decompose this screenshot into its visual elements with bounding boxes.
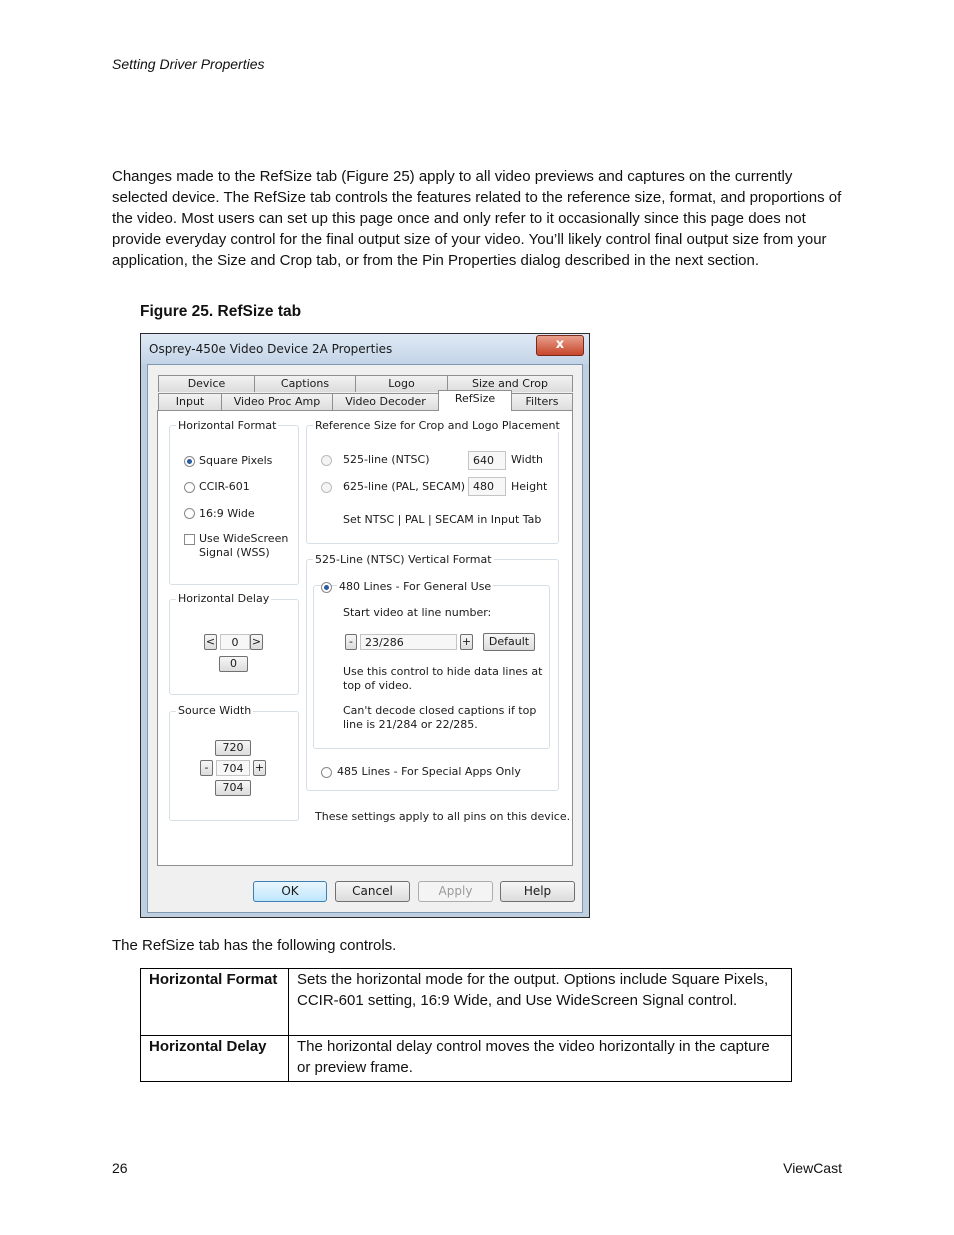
source-width-increment-button[interactable]: + [254,761,265,774]
lines-485-label: 485 Lines - For Special Apps Only [337,765,521,778]
tab-video-proc-amp[interactable]: Video Proc Amp [221,393,333,411]
table-row [141,1036,792,1082]
apply-button[interactable]: Apply [418,881,493,902]
tab-video-decoder[interactable]: Video Decoder [332,393,439,411]
reference-height-label: Height [511,480,548,493]
controls-intro: The RefSize tab has the following controls. [112,937,397,954]
control-description: The horizontal delay control moves the video horizontally in the capture or preview frame. [289,1036,792,1082]
footer-brand: ViewCast [783,1160,842,1176]
ntsc-525-label: 525-line (NTSC) [343,453,430,466]
tab-logo[interactable]: Logo [355,375,448,392]
hint-hide-lines-line1: Use this control to hide data lines at [343,665,543,678]
wide-16-9-radio[interactable] [184,508,195,519]
properties-dialog-screenshot [140,333,590,918]
use-widescreen-label: Use WideScreen [199,532,289,545]
lines-480-radio[interactable] [321,582,332,593]
horizontal-delay-reset-button[interactable]: 0 [219,656,248,672]
figure-caption: Figure 25. RefSize tab [140,303,302,320]
horizontal-format-label: Horizontal Format [178,419,277,432]
running-header: Setting Driver Properties [112,56,265,72]
source-width-label: Source Width [178,704,252,717]
ntsc-525-radio[interactable] [321,455,332,466]
pal-625-label: 625-line (PAL, SECAM) [343,480,466,493]
start-line-label: Start video at line number: [343,606,492,619]
square-pixels-label: Square Pixels [199,454,273,467]
refsize-page [157,410,573,866]
default-button[interactable]: Default [483,633,535,651]
pins-note: These settings apply to all pins on this device. [315,810,571,823]
lines-480-label: 480 Lines - For General Use [339,580,492,593]
close-icon[interactable]: x [536,335,584,356]
control-name: Horizontal Delay [141,1036,289,1082]
tab-input[interactable]: Input [158,393,222,411]
source-width-decrement-button[interactable]: - [200,760,213,776]
ccir-601-radio[interactable] [184,482,195,493]
help-button[interactable]: Help [500,881,575,902]
table-row [141,969,792,1036]
page-number: 26 [112,1160,128,1176]
intro-paragraph: Changes made to the RefSize tab (Figure 25) apply to all video previews and captures on the currently selected device. The RefSize tab controls the features related to the reference size, format, and proportions of the video. Most users can set up this page once and only refer to it occasionally since this page does not provide everyday control for the final output size of your video. You’ll likely control final output size from your application, the Size and Crop tab, or from the Pin Properties dialog described in the next section. [112,168,842,269]
square-pixels-radio[interactable] [184,456,195,467]
control-description: Sets the horizontal mode for the output. Options include Square Pixels, CCIR-601 setting, 16:9 Wide, and Use WideScreen Signal control. [289,969,792,1036]
horizontal-delay-decrement-button[interactable]: < [205,635,216,648]
controls-table [140,968,792,1082]
lines-485-radio[interactable] [321,767,332,778]
use-widescreen-checkbox[interactable] [184,534,195,545]
wide-16-9-label: 16:9 Wide [199,507,255,520]
dialog-title-bar [141,334,589,364]
set-standard-note: Set NTSC | PAL | SECAM in Input Tab [343,513,542,526]
cancel-button[interactable]: Cancel [335,881,410,902]
control-name: Horizontal Format [141,969,289,1036]
horizontal-delay-label: Horizontal Delay [178,592,270,605]
horizontal-delay-increment-button[interactable]: > [251,635,262,648]
tab-filters[interactable]: Filters [511,393,573,411]
reference-height-field[interactable]: 480 [468,477,506,496]
horizontal-format-group [169,425,299,585]
vertical-format-label: 525-Line (NTSC) Vertical Format [315,553,492,566]
start-line-increment-button[interactable]: + [461,635,472,648]
tab-size-and-crop[interactable]: Size and Crop [447,375,573,392]
source-width-720-button[interactable]: 720 [215,740,251,756]
tab-captions[interactable]: Captions [254,375,356,392]
start-line-decrement-button[interactable]: - [345,634,357,650]
start-line-field[interactable]: 23/286 [360,634,457,650]
hint-captions-line1: Can't decode closed captions if top [343,704,537,717]
dialog-title: Osprey-450e Video Device 2A Properties [149,342,393,356]
tab-refsize[interactable]: RefSize [438,390,512,411]
source-width-value[interactable]: 704 [216,760,250,776]
hint-captions-line2: line is 21/284 or 22/285. [343,718,478,731]
reference-width-label: Width [511,453,543,466]
ok-button[interactable]: OK [253,881,327,902]
reference-width-field[interactable]: 640 [468,451,506,470]
ccir-601-label: CCIR-601 [199,480,250,493]
wss-label: Signal (WSS) [199,546,270,559]
hint-hide-lines-line2: top of video. [343,679,412,692]
tab-device[interactable]: Device [158,375,255,392]
reference-size-label: Reference Size for Crop and Logo Placement [315,419,560,432]
source-width-704-button[interactable]: 704 [215,780,251,796]
horizontal-delay-value[interactable]: 0 [220,634,250,650]
pal-625-radio[interactable] [321,482,332,493]
